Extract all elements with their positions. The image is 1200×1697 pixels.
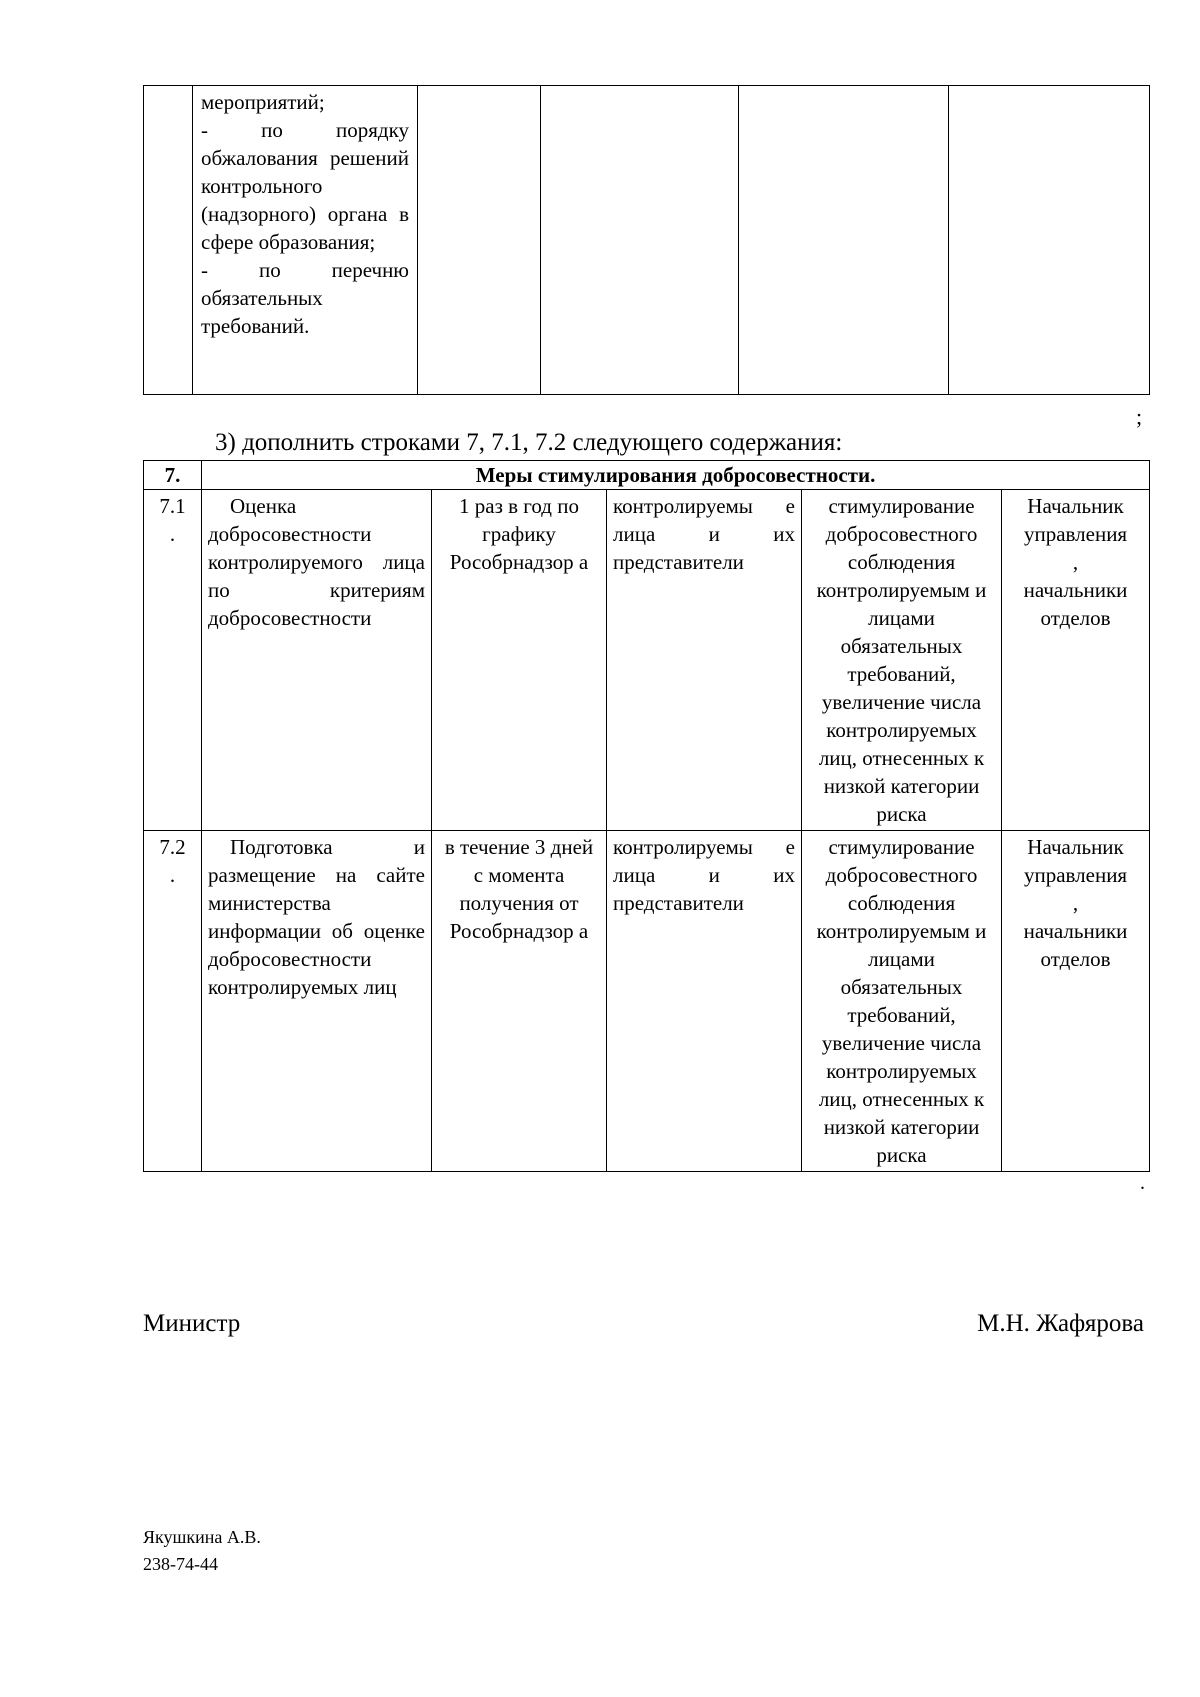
table-cell — [541, 86, 739, 395]
row-measure: Оценка добросовестности контролируемого лица по критериям добросовестности — [202, 490, 432, 831]
table-row — [144, 86, 1150, 395]
row-result: стимулирование добросовестного соблюдения контролируемым и лицами обязательных требований, увеличение числа контролируемых лиц, отнесенных к низкой категории риска — [802, 831, 1002, 1172]
executor-phone: 238-74-44 — [143, 1554, 218, 1574]
row-result: стимулирование добросовестного соблюдения контролируемым и лицами обязательных требований, увеличение числа контролируемых лиц, отнесенных к низкой категории риска — [802, 490, 1002, 831]
trailing-semicolon: ; — [1136, 404, 1143, 429]
row-responsible: Начальник управления , начальники отделов — [1002, 490, 1150, 831]
table-cell-text — [193, 86, 418, 395]
signature-position: Министр — [143, 1310, 241, 1337]
row-subject: контролируемы е лица и их представители — [607, 831, 802, 1172]
table-row — [144, 831, 1150, 1172]
continuation-table — [143, 85, 1150, 395]
header-title: Меры стимулирования добросовестности. — [202, 461, 1150, 490]
closing-period: . — [1140, 1172, 1145, 1194]
row-responsible: Начальник управления , начальники отделов — [1002, 831, 1150, 1172]
row-num: 7.1 . — [144, 490, 202, 831]
table-row — [144, 490, 1150, 831]
executor-name: Якушкина А.В. — [143, 1527, 261, 1547]
cell-text: мероприятий; - по порядку обжалования решений контрольного (надзорного) органа в сфере образования; - по перечню обязательных требований. — [201, 90, 409, 338]
row-num: 7.2 . — [144, 831, 202, 1172]
table-header-row — [144, 461, 1150, 490]
table-cell — [418, 86, 541, 395]
header-num: 7. — [144, 461, 202, 490]
row-term: 1 раз в год по графику Рособрнадзор а — [432, 490, 607, 831]
table-cell-num — [144, 86, 193, 395]
table-cell — [739, 86, 949, 395]
table-cell — [949, 86, 1150, 395]
row-term: в течение 3 дней с момента получения от Рособрнадзор а — [432, 831, 607, 1172]
executor-block — [143, 1524, 261, 1578]
row-measure: Подготовка и размещение на сайте министерства информации об оценке добросовестности контролируемых лиц — [202, 831, 432, 1172]
row-subject: контролируемы е лица и их представители — [607, 490, 802, 831]
measures-table — [143, 460, 1150, 1172]
intro-text: 3) дополнить строками 7, 7.1, 7.2 следующего содержания: — [215, 429, 843, 456]
signature-name: М.Н. Жафярова — [977, 1310, 1144, 1337]
